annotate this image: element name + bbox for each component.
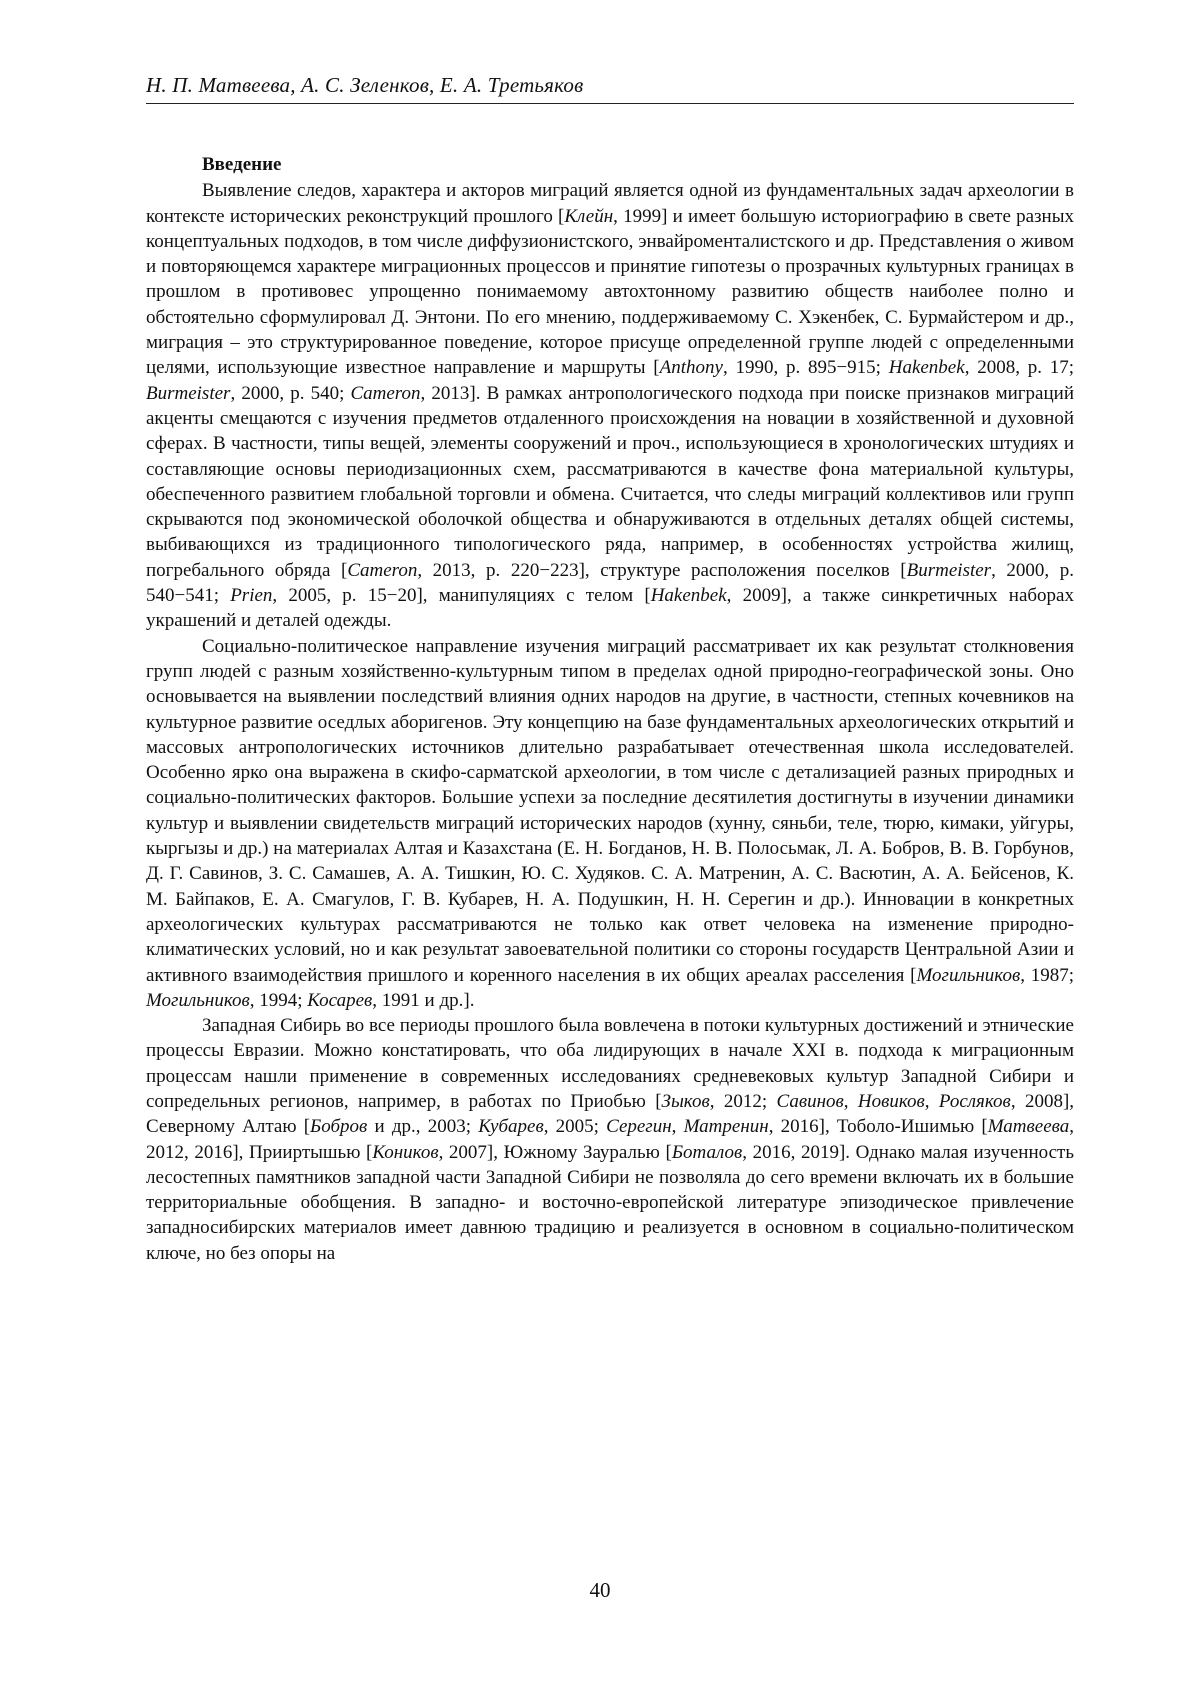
citation-author: Cameron xyxy=(350,382,421,404)
text-run: , 1991 и др.]. xyxy=(372,989,475,1011)
citation-author: Росляков xyxy=(938,1090,1011,1112)
citation-author: Савинов xyxy=(776,1090,844,1112)
citation-author: Косарев xyxy=(307,989,373,1011)
text-run: , 2008], Северному Алтаю [ xyxy=(146,1090,1075,1138)
text-run: Выявление следов, характера и акторов миграций является одной из фундаментальных задач археологии в контексте исторических реконструкций прошлого [ xyxy=(146,180,1074,227)
citation-author: Зыков xyxy=(661,1090,710,1112)
text-run: и др., 2003; xyxy=(367,1116,479,1138)
text-run: , 1990, p. 895−915; xyxy=(722,357,889,379)
citation-author: Клейн xyxy=(564,205,614,227)
paragraph xyxy=(146,634,1074,1013)
text-run: , 2007], Южному Зауралью [ xyxy=(438,1141,672,1163)
text-run: , 1987; xyxy=(1020,964,1074,986)
citation-author: Боталов xyxy=(671,1141,743,1163)
citation-author: Серегин xyxy=(606,1116,672,1138)
citation-author: Коников xyxy=(372,1141,439,1163)
citation-author: Burmeister xyxy=(906,559,992,581)
text-run: , 1999] и имеет большую историографию в свете разных концептуальных подходов, в том числе диффузионистского, энвайроменталистского и др. Представления о живом и повторяющемся характере миграционных процессов и принятие гипотезы о прозрачных культурных границах в прошлом в противовес упрощенно понимаемому автохтонному развитию обществ наиболее полно и обстоятельно сформулировал Д. Энтони. По его мнению, поддерживаемому С. Хэкенбек, С. Бурмайстером и др., миграция – это структурированное поведение, которое присуще определенной группе людей с определенными целями, использующие известное направление и маршруты [ xyxy=(146,205,1074,379)
text-run: , 2005; xyxy=(543,1116,607,1138)
citation-author: Могильников xyxy=(916,964,1021,986)
text-run: Западная Сибирь во все периоды прошлого была вовлечена в потоки культурных достижений и этнические процессы Евразии. Можно констатировать, что оба лидирующих в начале XXI в. подхода к миграционным процессам нашли применение в современных исследованиях средневековых культур Западной Сибири и сопредельных регионов, например, в работах по Приобью [ xyxy=(146,1015,1074,1112)
text-run: , 2000, p. 540−541; xyxy=(146,559,1074,607)
text-run: , 1994; xyxy=(249,989,308,1011)
page-number: 40 xyxy=(589,1578,611,1602)
header-rule xyxy=(146,103,1074,104)
citation-author: Burmeister xyxy=(146,382,231,404)
paragraph xyxy=(146,178,1074,633)
text-run: , 2016, 2019]. Однако малая изученность лесостепных памятников западной части Западной Сибири не позволяла до сего времени включать их в большие территориальные обобщения. В западно- и восточно-европейской литературе эпизодическое привлечение западносибирских материалов имеет давнюю традицию и реализуется в основном в социально-политическом ключе, но без опоры на xyxy=(146,1141,1074,1264)
text-run: , 2013]. В рамках антропологического подхода при поиске признаков миграций акценты смещаются с изучения предметов отдаленного происхождения на новации в хозяйственной и духовной сферах. В частности, типы вещей, элементы сооружений и проч., использующиеся в хронологических штудиях и составляющие основы периодизационных схем, рассматриваются в качестве фона материальной культуры, обеспеченного развитием глобальной торговли и обмена. Считается, что следы миграций коллективов или групп скрываются под экономической оболочкой общества и обнаруживаются в отдельных деталях общей системы, выбивающихся из традиционного типологического ряда, например, в особенностях устройства жилищ, погребального обряда [ xyxy=(146,382,1074,581)
citation-author: Hakenbek xyxy=(650,585,727,607)
text-run: , 2005, p. 15−20], манипуляциях с телом [ xyxy=(272,585,651,607)
citation-author: Матвеева xyxy=(987,1116,1070,1138)
section-heading: Введение xyxy=(202,154,282,175)
citation-author: Бобров xyxy=(310,1116,368,1138)
text-run: , 2009], а также синкретичных наборах украшений и деталей одежды. xyxy=(146,585,1074,632)
citation-author: Prien xyxy=(230,585,273,607)
running-header-authors: Н. П. Матвеева, А. С. Зеленков, Е. А. Третьяков xyxy=(146,73,584,97)
paragraph xyxy=(146,1013,1074,1266)
text-run: , 2012, 2016], Прииртышью [ xyxy=(146,1116,1075,1163)
body-text xyxy=(146,152,1074,1266)
citation-author: Могильников xyxy=(146,989,250,1011)
citation-author: Cameron xyxy=(347,559,418,581)
text-run: , 2013, p. 220−223], структуре расположения поселков [ xyxy=(417,559,907,581)
text-run: Социально-политическое направление изучения миграций рассматривает их как результат столкновения групп людей с разным хозяйственно-культурным типом в пределах одной природно-географической зоны. Оно основывается на выявлении последствий влияния одних народов на другие, в частности, степных кочевников на культурное развитие оседлых аборигенов. Эту концепцию на базе фундаментальных археологических открытий и массовых антропологических источников длительно разрабатывает отечественная школа исследователей. Особенно ярко она выражена в скифо-сарматской археологии, в том числе с детализацией разных природных и социально-политических факторов. Большие успехи за последние десятилетия достигнуты в изучении динамики культур и выявлении свидетельств миграций исторических народов (хунну, сяньби, теле, тюрю, кимаки, уйгуры, кыргызы и др.) на материалах Алтая и Казахстана (Е. Н. Богданов, Н. В. Полосьмак, Л. А. Бобров, В. В. Горбунов, Д. Г. Савинов, З. С. Самашев, А. А. Тишкин, Ю. С. Худяков. С. А. Матренин, А. С. Васютин, А. А. Бейсенов, К. М. Байпаков, Е. А. Смагулов, Г. В. Кубарев, Н. А. Подушкин, Н. Н. Серегин и др.). Инновации в конкретных археологических культурах рассматриваются не только как ответ человека на изменение природно-климатических условий, но и как результат завоевательной политики со стороны государств Центральной Азии и активного взаимодействия пришлого и коренного населения в их общих ареалах расселения [ xyxy=(146,635,1074,986)
citation-author: Новиков xyxy=(857,1090,925,1112)
text-run: , xyxy=(924,1090,939,1112)
text-run: , 2000, p. 540; xyxy=(230,382,351,404)
text-run: , xyxy=(843,1090,858,1112)
citation-author: Anthony xyxy=(659,357,723,379)
text-run: , 2012; xyxy=(709,1090,777,1112)
text-run: , 2016], Тоболо-Ишимью [ xyxy=(768,1116,988,1138)
citation-author: Hakenbek xyxy=(888,357,965,379)
citation-author: Матренин xyxy=(683,1116,769,1138)
text-run: , 2008, p. 17; xyxy=(964,357,1074,379)
text-run: , xyxy=(671,1116,684,1138)
citation-author: Кубарев xyxy=(478,1116,544,1138)
